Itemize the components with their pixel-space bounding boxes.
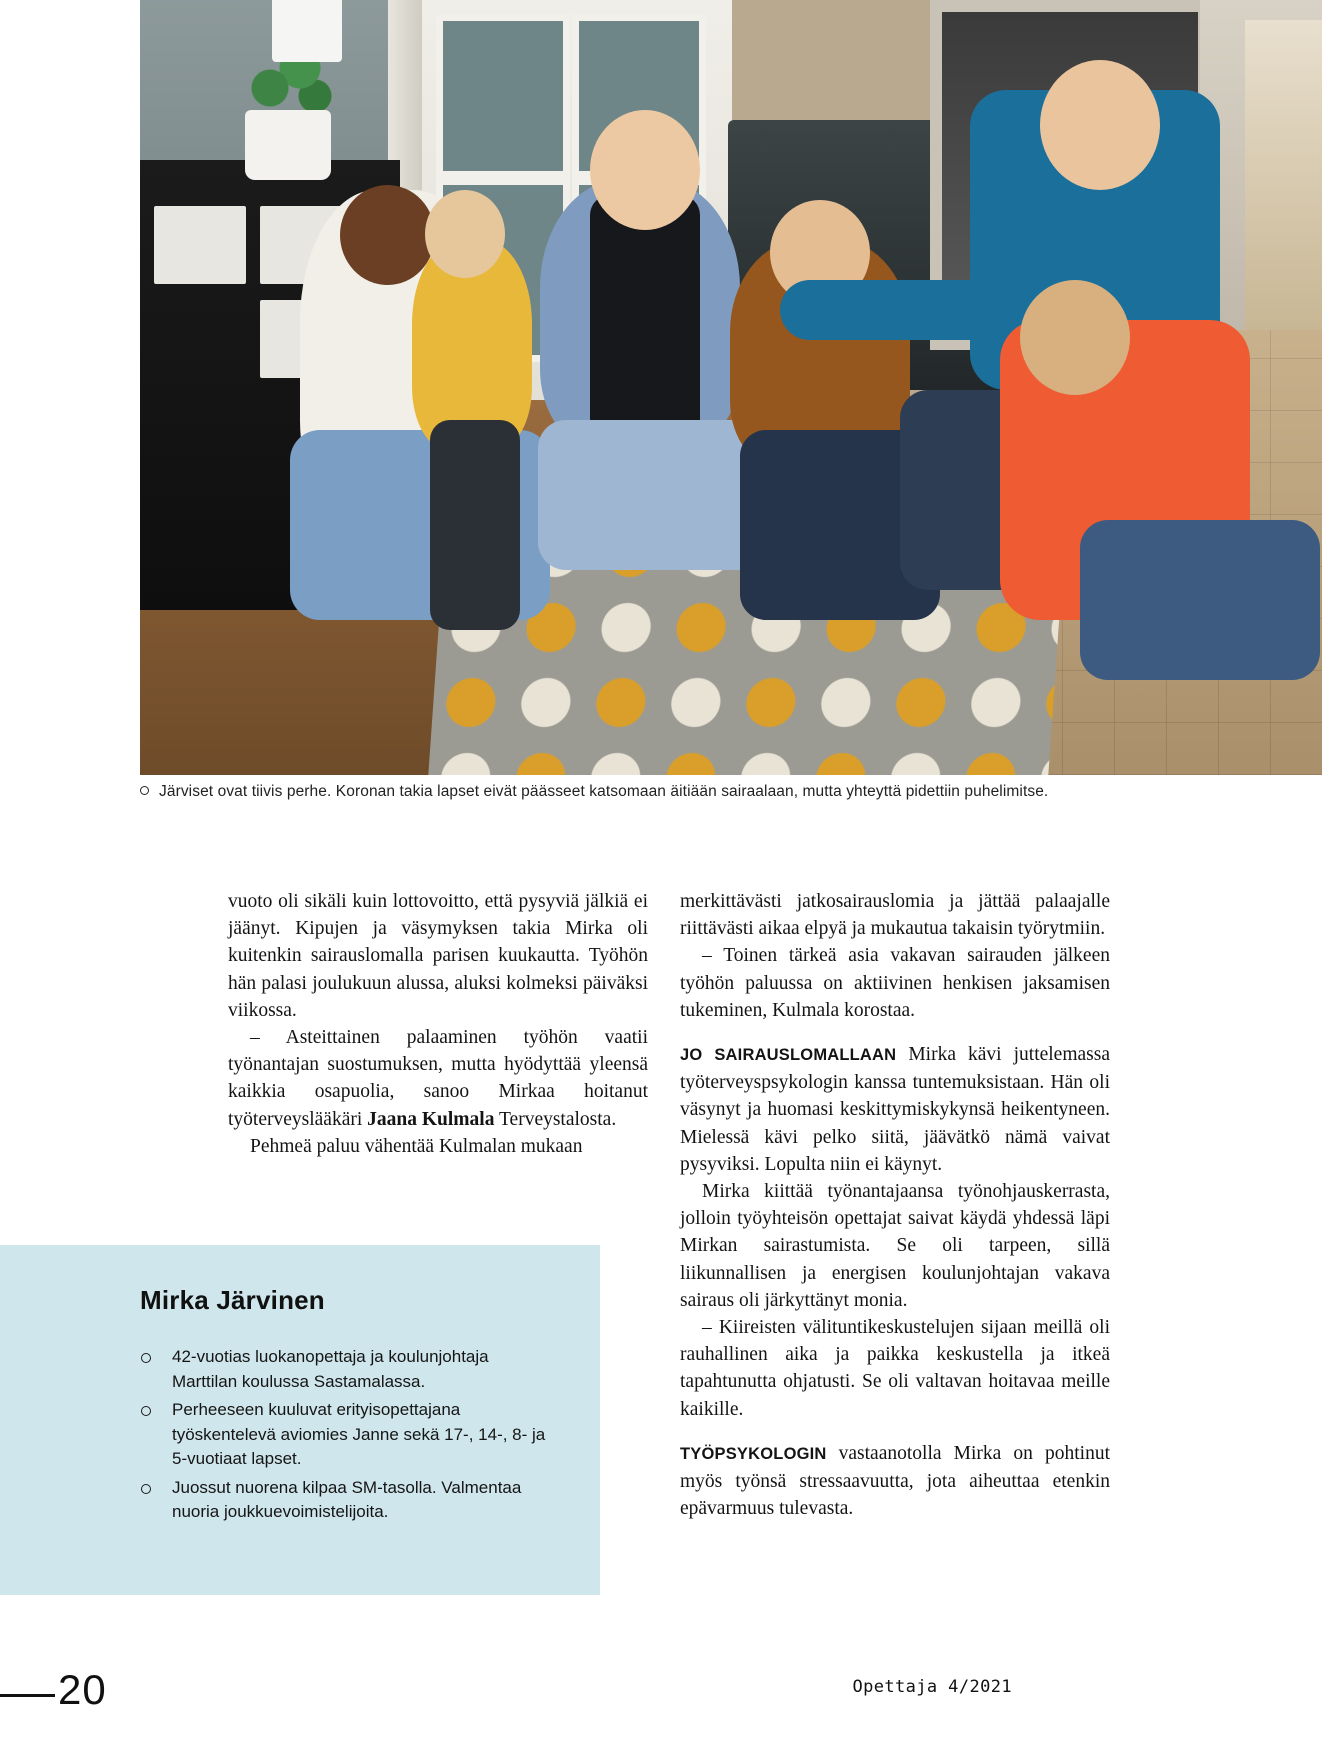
bullet-icon — [141, 1353, 151, 1363]
paragraph-text: Mirka kävi juttelemassa työterveyspsykologin kanssa tuntemuksistaan. Hän oli väsynyt ja huomasi keskittymiskykynsä heikentyneen. Mielessä kävi pelko siitä, jäävätkö nämä vaivat pysyviksi. Lopulta niin ei käynyt. — [680, 1044, 1110, 1175]
paragraph-text: Mirka kiittää työnantajaansa työnohjauskerrasta, jolloin työyhteisön opettajat saivat käydä yhdessä läpi Mirkan sairastumista. Se oli tarpeen, sillä liikunnallisen ja energisen koulunjohtajan vakava sairaus oli järkyttänyt monia. — [680, 1181, 1110, 1311]
person-name: Jaana Kulmala — [367, 1108, 495, 1130]
bullet-icon — [141, 1484, 151, 1494]
paragraph — [680, 1314, 1110, 1423]
article-photo — [140, 0, 1322, 775]
bullet-icon — [140, 786, 149, 795]
paragraph — [680, 1440, 1110, 1523]
paragraph-text: – Toinen tärkeä asia vakavan sairauden jälkeen työhön paluussa on aktiivinen henkisen jaksamisen tukeminen, Kulmala korostaa. — [680, 945, 1110, 1021]
photo-person-legs — [430, 420, 520, 630]
list-item-text: 42-vuotias luokanopettaja ja koulunjohtaja Marttilan koulussa Sastamalassa. — [172, 1347, 489, 1391]
photo-door-pane — [436, 14, 570, 178]
photo-person-jeans — [1080, 520, 1320, 680]
photo-lamp — [272, 0, 342, 62]
photo-person-mother-shirt — [590, 195, 700, 445]
paragraph-text: vuoto oli sikäli kuin lottovoitto, että pysyviä jälkiä ei jäänyt. Kipujen ja väsymyksen takia Mirka oli kuitenkin sairauslomalla parisen kuukautta. Työhön hän palasi joulukuun alussa, aluksi kolmeksi päiväksi viikossa. — [228, 891, 648, 1021]
list-item — [140, 1476, 550, 1525]
paragraph-text: – Kiireisten välituntikeskustelujen sijaan meillä oli rauhallinen aika ja paikka keskustella ja itkeä tapahtunutta ohjatusti. Se oli valtavan hoitavaa meille kaikille. — [680, 1317, 1110, 1420]
paragraph — [680, 888, 1110, 942]
paragraph-text: – Asteittainen palaaminen työhön vaatii työnantajan suostumuksen, mutta hyödyttää yleensä kaikkia osapuolia, sanoo Mirkaa hoitanut työterveyslääkäri — [228, 1027, 648, 1130]
paragraph — [228, 888, 648, 1024]
paragraph — [680, 1178, 1110, 1314]
photo-caption-text: Järviset ovat tiivis perhe. Koronan takia lapset eivät päässeet katsomaan äitiään sairaalaan, mutta yhteyttä pidettiin puhelimitse. — [159, 783, 1049, 800]
list-item — [140, 1345, 550, 1394]
list-item-text: Perheeseen kuuluvat erityisopettajana työskentelevä aviomies Janne sekä 17-, 14-, 8- ja 5-vuotiaat lapset. — [172, 1400, 546, 1468]
section-lead-in: JO SAIRAUSLOMALLAAN — [680, 1046, 897, 1065]
paragraph — [228, 1133, 648, 1160]
body-column-left — [228, 888, 648, 1160]
photo-person-head — [1020, 280, 1130, 395]
paragraph — [680, 942, 1110, 1024]
photo-person-head — [340, 185, 435, 285]
footer-rule — [0, 1694, 55, 1697]
bullet-icon — [141, 1406, 151, 1416]
body-column-right — [680, 888, 1110, 1522]
photo-person-arm — [780, 280, 1010, 340]
photo-caption — [140, 783, 1322, 801]
paragraph — [680, 1041, 1110, 1178]
photo-person-head — [425, 190, 505, 278]
paragraph-text: merkittävästi jatkosairauslomia ja jättää palaajalle riittävästi aikaa elpyä ja mukautua takaisin työrytmiin. — [680, 891, 1110, 940]
photo-person-head — [1040, 60, 1160, 190]
fact-box — [0, 1245, 600, 1595]
photo-plant-pot — [245, 110, 331, 180]
list-item-text: Juossut nuorena kilpaa SM-tasolla. Valmentaa nuoria joukkuevoimistelijoita. — [172, 1477, 522, 1521]
fact-box-list — [140, 1345, 550, 1529]
page-number: 20 — [58, 1666, 107, 1713]
section-lead-in: TYÖPSYKOLOGIN — [680, 1444, 827, 1463]
fact-box-title: Mirka Järvinen — [140, 1285, 325, 1315]
list-item — [140, 1398, 550, 1472]
photo-person-head — [590, 110, 700, 230]
publication-footer: Opettaja 4/2021 — [852, 1677, 1012, 1697]
paragraph-text: Pehmeä paluu vähentää Kulmalan mukaan — [250, 1135, 583, 1157]
photo-drawer — [154, 206, 246, 284]
photo-illustration — [140, 0, 1322, 775]
paragraph-text-tail: Terveystalosta. — [494, 1108, 617, 1130]
paragraph — [228, 1024, 648, 1133]
paragraph-text: vastaanotolla Mirka on pohtinut myös työnsä stressaavuutta, jota aiheuttaa etenkin epävarmuus tulevasta. — [680, 1442, 1110, 1520]
